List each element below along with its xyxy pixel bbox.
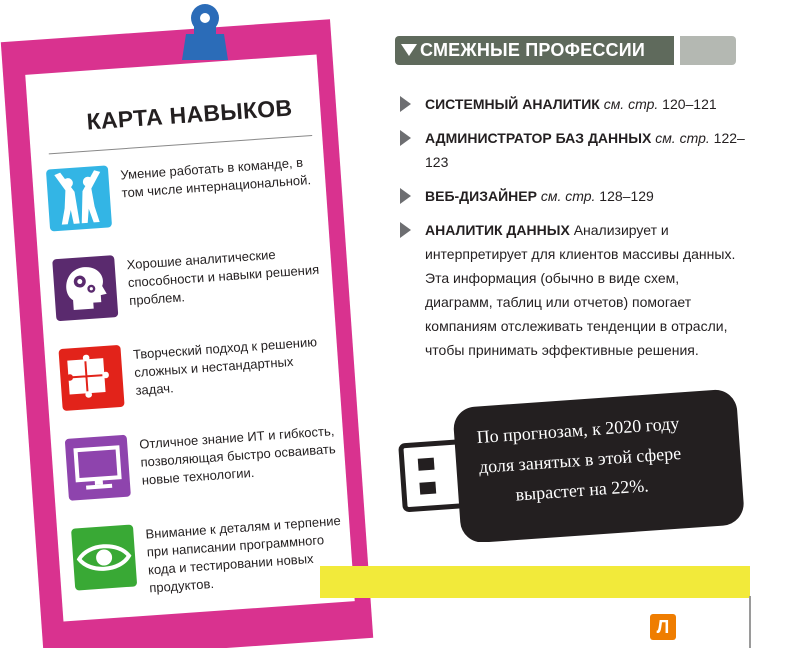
section-heading: СМЕЖНЫЕ ПРОФЕССИИ [420, 40, 646, 60]
page-ref-label: см. стр. [655, 130, 710, 146]
skill-item [65, 420, 340, 519]
eye-icon [71, 524, 137, 590]
related-item [400, 92, 745, 116]
related-item [400, 218, 740, 362]
page-ref-label: см. стр. [603, 96, 659, 112]
profession-title: АНАЛИТИК ДАННЫХ [425, 222, 570, 238]
banner-extension [680, 36, 736, 65]
publisher-logo-icon: Л [650, 614, 676, 640]
skill-item [58, 330, 333, 429]
page-edge-line [749, 596, 751, 648]
arrow-bullet-icon [400, 188, 411, 204]
profession-description: Анализирует и интерпретирует для клиентов массивы данных. Эта информация (обычно в виде схем, диаграмм, таблиц или отчетов) помогает компаниям отслеживать тенденции в отрасли, чтобы принимать эффективные решения. [425, 222, 736, 358]
skill-text: Хорошие аналитические способности и навыки решения проблем. [126, 246, 320, 309]
skill-item [71, 510, 346, 609]
page-ref-pages: 122–123 [425, 130, 745, 170]
skill-text: Творческий подход к решению сложных и нестандартных задач. [132, 334, 318, 398]
related-item [400, 126, 745, 174]
monitor-icon [65, 435, 131, 501]
related-item [400, 184, 745, 208]
divider [49, 135, 312, 154]
profession-title: ВЕБ-ДИЗАЙНЕР [425, 188, 537, 204]
forecast-text: По прогнозам, к 2020 году доля занятых в этой сфере вырастет на 22%. [475, 413, 682, 505]
skills-card [25, 54, 355, 621]
arrow-bullet-icon [400, 96, 411, 112]
page-ref-pages: 120–121 [662, 96, 717, 112]
profession-title: АДМИНИСТРАТОР БАЗ ДАННЫХ [425, 130, 652, 146]
triangle-down-icon [401, 44, 417, 56]
yellow-band [320, 566, 750, 598]
puzzle-icon [58, 345, 124, 411]
teamwork-icon [46, 165, 112, 231]
head-gears-icon [52, 255, 118, 321]
skill-item [46, 151, 321, 250]
page-ref-pages: 128–129 [599, 188, 654, 204]
clipboard-clip-icon [172, 0, 238, 66]
profession-title: СИСТЕМНЫЙ АНАЛИТИК [425, 96, 600, 112]
skill-item [52, 241, 327, 340]
skill-text: Отличное знание ИТ и гибкость, позволяющая быстро осваивать новые технологии. [138, 423, 337, 488]
arrow-bullet-icon [400, 130, 411, 146]
skill-text: Внимание к деталям и терпение при написании программного кода и тестировании новых продуктов. [145, 512, 342, 596]
skill-text: Умение работать в команде, в том числе интернациональной. [119, 154, 312, 201]
arrow-bullet-icon [400, 222, 411, 238]
page-ref-label: см. стр. [540, 188, 596, 204]
card-title: КАРТА НАВЫКОВ [85, 94, 294, 135]
